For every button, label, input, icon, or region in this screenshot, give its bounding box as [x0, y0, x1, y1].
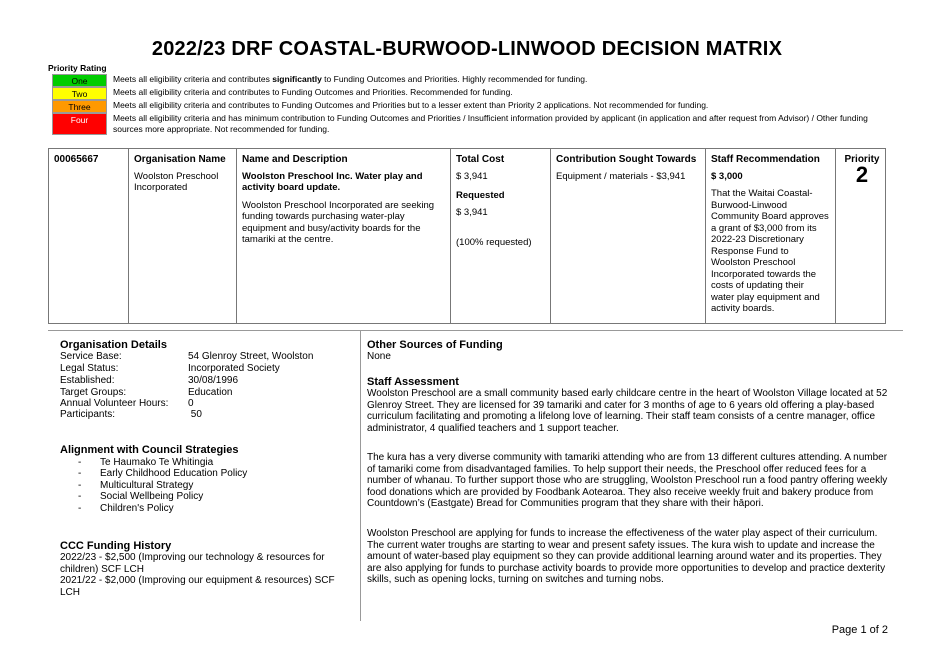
contribution-value: Equipment / materials - $3,941: [556, 170, 686, 182]
staff-assessment-title: Staff Assessment: [367, 376, 459, 388]
org-details-title: Organisation Details: [60, 339, 167, 351]
page-number: Page 1 of 2: [831, 624, 888, 636]
priority-value: 2: [855, 161, 869, 187]
priority-description: Meets all eligibility criteria and contributes significantly to Funding Outcomes and Priorities. Highly recommended for funding.: [113, 74, 588, 84]
priority-description: Meets all eligibility criteria and contributes to Funding Outcomes and Priorities but to a lesser extent than Priority 2 applications. Not recommended for funding.: [113, 100, 709, 110]
org-name: Woolston Preschool Incorporated: [134, 170, 219, 193]
alignment-item: Te Haumako Te Whitingia: [100, 457, 214, 468]
org-name-cell: [134, 154, 232, 194]
priority-swatch: Two: [52, 87, 107, 100]
section-divider: [48, 330, 903, 331]
detail-value: 0: [188, 398, 194, 409]
alignment-item: Social Wellbeing Policy: [100, 491, 204, 502]
priority-header: Priority: [844, 154, 880, 165]
name-description-cell: [242, 154, 447, 246]
detail-label: Established:: [60, 375, 115, 386]
funding-history-title: CCC Funding History: [60, 540, 172, 552]
staff-assessment-paragraph: The kura has a very diverse community with tamariki attending who are from 13 different cultures attending. A number of tamariki come from disadvantaged families. To help support their needs, the Preschool offer reduced fees for a number of whanau. To further support those who are struggling, Woolston Preschool run a food pantry offering weekly food donations which are provided by Foodbank Aotearoa. They also receive weekly fruit and bakery produce from Countdown’s (Eastgate) Bread for Communities program that they share with their hāpori.: [367, 452, 888, 509]
staff-assessment-paragraph: Woolston Preschool are applying for funds to increase the effectiveness of the water play aspect of their curriculum. The current water troughs are starting to wear and present safety issues. The kura wish to update and increase the amount of water-based play equipment so they can provide additional learning around water and its properties. They are also applying for funds to purchase activity boards to provide more opportunities to develop and practice dexterity skills, such as opening locks, turning on switches and turning nobs.: [367, 528, 886, 585]
priority-cell: [841, 154, 883, 187]
bullet: -: [78, 491, 82, 502]
priority-swatch: Three: [52, 100, 107, 113]
funding-history-item: 2022/23 - $2,500 (Improving our technology & resources for children) SCF LCH: [60, 552, 325, 575]
bullet: -: [78, 480, 82, 491]
requested-header: Requested: [456, 190, 505, 201]
other-funding-title: Other Sources of Funding: [367, 339, 503, 351]
detail-label: Service Base:: [60, 351, 122, 362]
total-cost-header: Total Cost: [456, 154, 505, 165]
priority-swatch: One: [52, 74, 107, 87]
column-divider: [360, 330, 361, 621]
org-name-header: Organisation Name: [134, 154, 226, 165]
detail-label: Annual Volunteer Hours:: [60, 398, 169, 409]
alignment-title: Alignment with Council Strategies: [60, 444, 239, 456]
contribution-cell: [556, 154, 702, 182]
detail-label: Participants:: [60, 409, 116, 420]
bullet: -: [78, 468, 82, 479]
priority-description: Meets all eligibility criteria and contributes to Funding Outcomes and Priorities. Recommended for funding.: [113, 87, 513, 97]
staff-recommendation-text: That the Waitai Coastal-Burwood-Linwood Community Board approves a grant of $3,000 from its 2022-23 Discretionary Response Fund to Woolston Preschool Incorporated towards the costs of updating their water play equipment and activity boards.: [711, 188, 829, 314]
funding-history-item: 2021/22 - $2,000 (Improving our equipment & resources) SCF LCH: [60, 575, 335, 598]
contribution-header: Contribution Sought Towards: [556, 154, 697, 165]
priority-description: Meets all eligibility criteria and has minimum contribution to Funding Outcomes and Priorities / Insufficient information provided by applicant (in application and after request from Advisor) / Other funding sources more appropriate. Not recommended for funding.: [113, 113, 868, 134]
staff-recommendation-header: Staff Recommendation: [711, 154, 820, 165]
requested-amount: $ 3,941: [456, 206, 488, 218]
alignment-item: Multicultural Strategy: [100, 480, 194, 491]
application-record-table: [48, 148, 886, 324]
alignment-item: Children's Policy: [100, 503, 174, 514]
staff-recommendation-amount: $ 3,000: [711, 170, 743, 182]
bullet: -: [78, 457, 82, 468]
detail-label: Target Groups:: [60, 387, 127, 398]
other-funding-value: None: [367, 351, 391, 362]
page-title: 2022/23 DRF COASTAL-BURWOOD-LINWOOD DECISION MATRIX: [151, 38, 783, 60]
detail-label: Legal Status:: [60, 363, 119, 374]
project-description: Woolston Preschool Incorporated are seeking funding towards purchasing water-play equipment and busy/activity boards for the tamariki at the centre.: [242, 199, 435, 245]
priority-swatch: Four: [52, 113, 107, 135]
name-description-header: Name and Description: [242, 154, 348, 165]
requested-percent: (100% requested): [456, 237, 532, 248]
staff-assessment-paragraph: Woolston Preschool are a small community based early childcare centre in the heart of Woolston Village located at 52 Glenroy Street. They are licensed for 39 tamariki and cater for 3 months of age to 6 years old offering a play-based curriculum facilitating and promoting a lifelong love of learning. Their staff team consists of a centre manager, office administrator, 4 qualified teachers and 1 support teacher.: [367, 388, 888, 434]
detail-value: Education: [188, 387, 233, 398]
detail-value: 30/08/1996: [188, 375, 239, 386]
detail-value: 50: [188, 409, 202, 420]
priority-rating-heading: Priority Rating: [48, 63, 107, 73]
staff-recommendation-cell: [711, 154, 829, 315]
detail-value: Incorporated Society: [188, 363, 280, 374]
detail-value: 54 Glenroy Street, Woolston: [188, 351, 314, 362]
alignment-item: Early Childhood Education Policy: [100, 468, 248, 479]
application-id: 00065667: [54, 154, 99, 165]
bullet: -: [78, 503, 82, 514]
project-title: Woolston Preschool Inc. Water play and activity board update.: [242, 170, 423, 193]
total-cost: $ 3,941: [456, 170, 488, 182]
cost-cell: [456, 154, 548, 249]
